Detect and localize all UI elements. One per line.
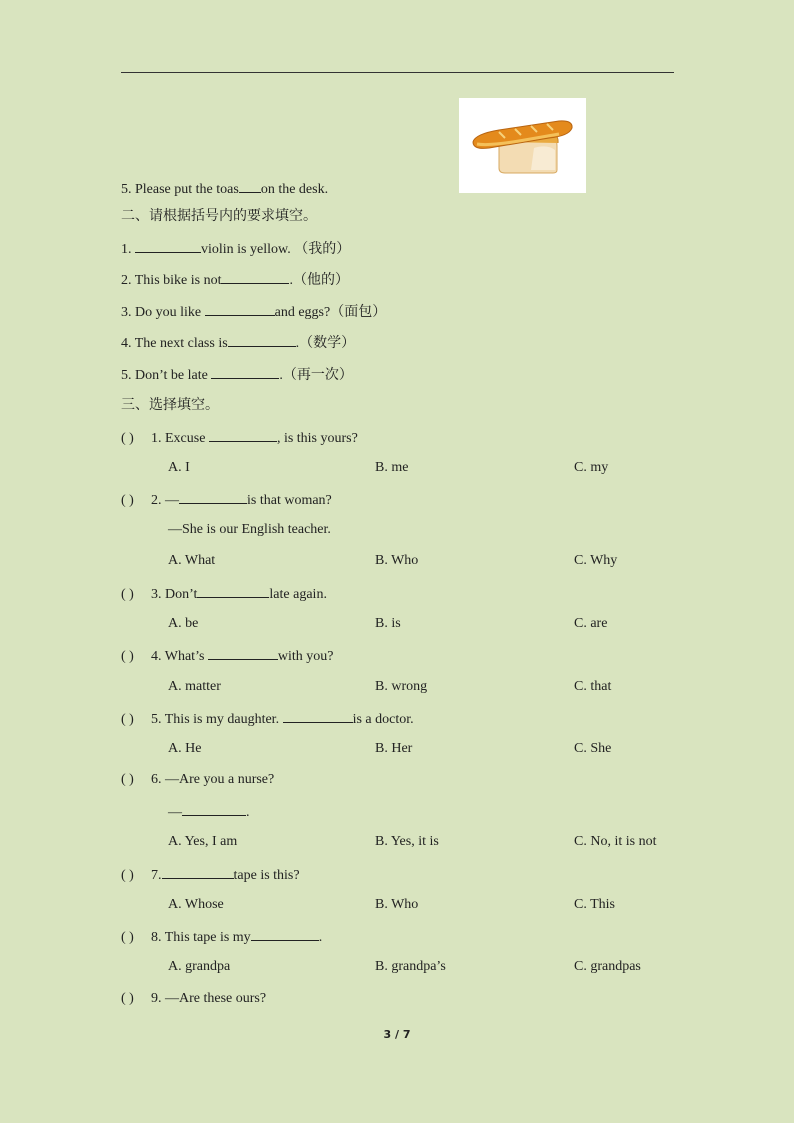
question-line: ( ) 3. Don’t late again. [121, 584, 327, 604]
answer-paren[interactable]: ( ) [121, 587, 134, 602]
question-line: ( ) 8. This tape is my . [121, 927, 322, 947]
answer-blank[interactable] [211, 365, 279, 379]
answer-paren[interactable]: ( ) [121, 712, 134, 727]
option-b[interactable]: B. grandpa’s [375, 959, 446, 974]
question-line: ( ) 2. — is that woman? [121, 490, 332, 510]
reply-line: —She is our English teacher. [168, 522, 331, 537]
question-line: ( ) 7. tape is this? [121, 865, 300, 885]
option-c[interactable]: C. Why [574, 553, 618, 568]
option-b[interactable]: B. me [375, 460, 409, 475]
bread-icon [459, 98, 586, 193]
option-c[interactable]: C. my [574, 460, 609, 475]
option-b[interactable]: B. Her [375, 741, 413, 756]
page-number: 3 / 7 [383, 1028, 411, 1041]
answer-blank[interactable] [197, 584, 269, 598]
option-b[interactable]: B. Who [375, 897, 419, 912]
option-a[interactable]: A. grandpa [168, 959, 231, 974]
question-line: ( ) 6. —Are you a nurse? [121, 772, 275, 787]
answer-blank[interactable] [135, 239, 201, 253]
answer-blank[interactable] [208, 646, 278, 660]
answer-blank[interactable] [228, 333, 296, 347]
answer-paren[interactable]: ( ) [121, 493, 134, 508]
answer-blank[interactable] [205, 302, 275, 316]
option-b[interactable]: B. Who [375, 553, 419, 568]
answer-blank[interactable] [162, 865, 234, 879]
answer-paren[interactable]: ( ) [121, 431, 134, 446]
option-b[interactable]: B. Yes, it is [375, 834, 439, 849]
answer-paren[interactable]: ( ) [121, 991, 134, 1006]
reply-line: — . [168, 802, 250, 822]
answer-paren[interactable]: ( ) [121, 772, 134, 787]
header-rule [121, 72, 674, 73]
answer-paren[interactable]: ( ) [121, 868, 134, 883]
answer-blank[interactable] [182, 802, 246, 816]
option-c[interactable]: C. are [574, 616, 608, 631]
answer-blank[interactable] [221, 270, 289, 284]
answer-blank[interactable] [209, 428, 277, 442]
answer-paren[interactable]: ( ) [121, 930, 134, 945]
bread-toast-image [459, 98, 586, 193]
option-a[interactable]: A. be [168, 616, 199, 631]
option-c[interactable]: C. grandpas [574, 959, 641, 974]
option-c[interactable]: C. that [574, 679, 612, 694]
answer-paren[interactable]: ( ) [121, 649, 134, 664]
question-line: ( ) 1. Excuse , is this yours? [121, 428, 358, 448]
question-line: ( ) 5. This is my daughter. is a doctor. [121, 709, 414, 729]
answer-blank[interactable] [179, 490, 247, 504]
question-line: 5. Please put the toas on the desk. [121, 179, 328, 199]
option-a[interactable]: A. I [168, 460, 190, 475]
option-a[interactable]: A. What [168, 553, 216, 568]
option-b[interactable]: B. is [375, 616, 401, 631]
question-line: 2. This bike is not .（他的） [121, 270, 349, 290]
section-title: 二、请根据括号内的要求填空。 [121, 208, 317, 224]
option-a[interactable]: A. He [168, 741, 202, 756]
option-c[interactable]: C. This [574, 897, 615, 912]
question-line: 3. Do you like and eggs?（面包） [121, 302, 386, 322]
answer-blank[interactable] [283, 709, 353, 723]
section-title: 三、选择填空。 [121, 397, 219, 413]
answer-blank[interactable] [239, 179, 261, 193]
option-b[interactable]: B. wrong [375, 679, 428, 694]
option-a[interactable]: A. matter [168, 679, 221, 694]
question-line: 4. The next class is .（数学） [121, 333, 355, 353]
question-line: ( ) 9. —Are these ours? [121, 991, 267, 1006]
question-line: 5. Don’t be late .（再一次） [121, 365, 353, 385]
option-a[interactable]: A. Whose [168, 897, 224, 912]
question-line: ( ) 4. What’s with you? [121, 646, 334, 666]
option-c[interactable]: C. She [574, 741, 612, 756]
option-a[interactable]: A. Yes, I am [168, 834, 238, 849]
answer-blank[interactable] [251, 927, 319, 941]
option-c[interactable]: C. No, it is not [574, 834, 657, 849]
question-line: 1. violin is yellow. （我的） [121, 239, 350, 259]
